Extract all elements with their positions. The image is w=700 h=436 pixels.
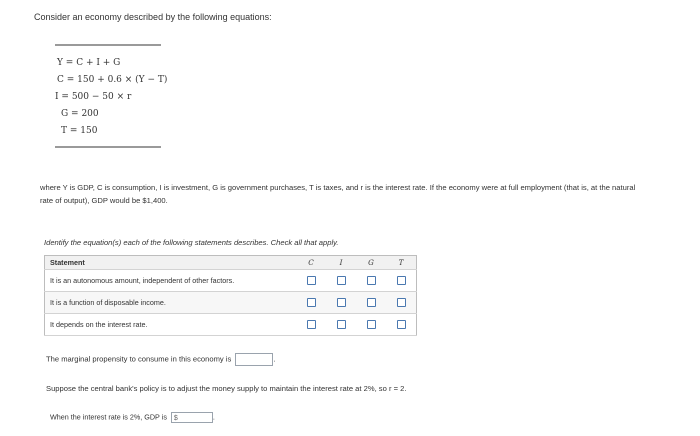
dollar-prefix: $ [173,415,178,422]
equation-box [55,44,168,148]
mpc-label: The marginal propensity to consume in this economy is [46,354,232,364]
checkbox-row1-t[interactable] [397,276,406,285]
table-row [45,292,417,314]
table-row [45,314,417,336]
equation-taxes: T = 150 [61,126,98,136]
checkbox-row3-c[interactable] [307,320,316,329]
variable-description: where Y is GDP, C is consumption, I is investment, G is government purchases, T is taxes, and r is the interest rate. If the economy were at full employment (that is, at the natural rate of output), GDP would be $1,400. [40,183,636,205]
checkbox-row3-t[interactable] [397,320,406,329]
gdp-label: When the interest rate is 2%, GDP is [50,412,167,422]
column-header-g: G [356,256,386,270]
checkbox-row2-c[interactable] [307,298,316,307]
divider-bottom [55,146,161,148]
checkbox-row2-t[interactable] [397,298,406,307]
column-header-c: C [296,256,326,270]
statement-header: Statement [45,256,297,270]
checkbox-row3-g[interactable] [367,320,376,329]
checkbox-row1-i[interactable] [337,276,346,285]
statement-text: It is an autonomous amount, independent of other factors. [45,270,297,292]
checkbox-row2-g[interactable] [367,298,376,307]
intro-text: Consider an economy described by the following equations: [34,12,272,22]
divider-top [55,44,161,46]
mpc-question: The marginal propensity to consume in this economy is . [46,353,276,366]
gdp-answer-input[interactable] [171,412,213,423]
equation-government: G = 200 [61,109,99,119]
checkbox-row1-g[interactable] [367,276,376,285]
policy-text: Suppose the central bank's policy is to adjust the money supply to maintain the interest rate at 2%, so r = 2. [46,384,407,393]
checkbox-row1-c[interactable] [307,276,316,285]
checkbox-row3-i[interactable] [337,320,346,329]
equation-list [55,55,168,140]
statement-text: It is a function of disposable income. [45,292,297,314]
instruction-text: Identify the equation(s) each of the following statements describes. Check all that apply. [44,238,339,247]
equation-gdp: Y = C + I + G [57,58,121,68]
statement-text: It depends on the interest rate. [45,314,297,336]
mpc-answer-input[interactable] [235,353,273,366]
table-header-row [45,256,417,270]
checkbox-row2-i[interactable] [337,298,346,307]
column-header-i: I [326,256,356,270]
equation-consumption: C = 150 + 0.6 × (Y − T) [57,75,168,85]
gdp-question: When the interest rate is 2%, GDP is $ . [50,412,215,422]
table-row [45,270,417,292]
column-header-t: T [386,256,417,270]
statement-table [44,255,417,336]
equation-investment: I = 500 − 50 × r [55,92,132,102]
